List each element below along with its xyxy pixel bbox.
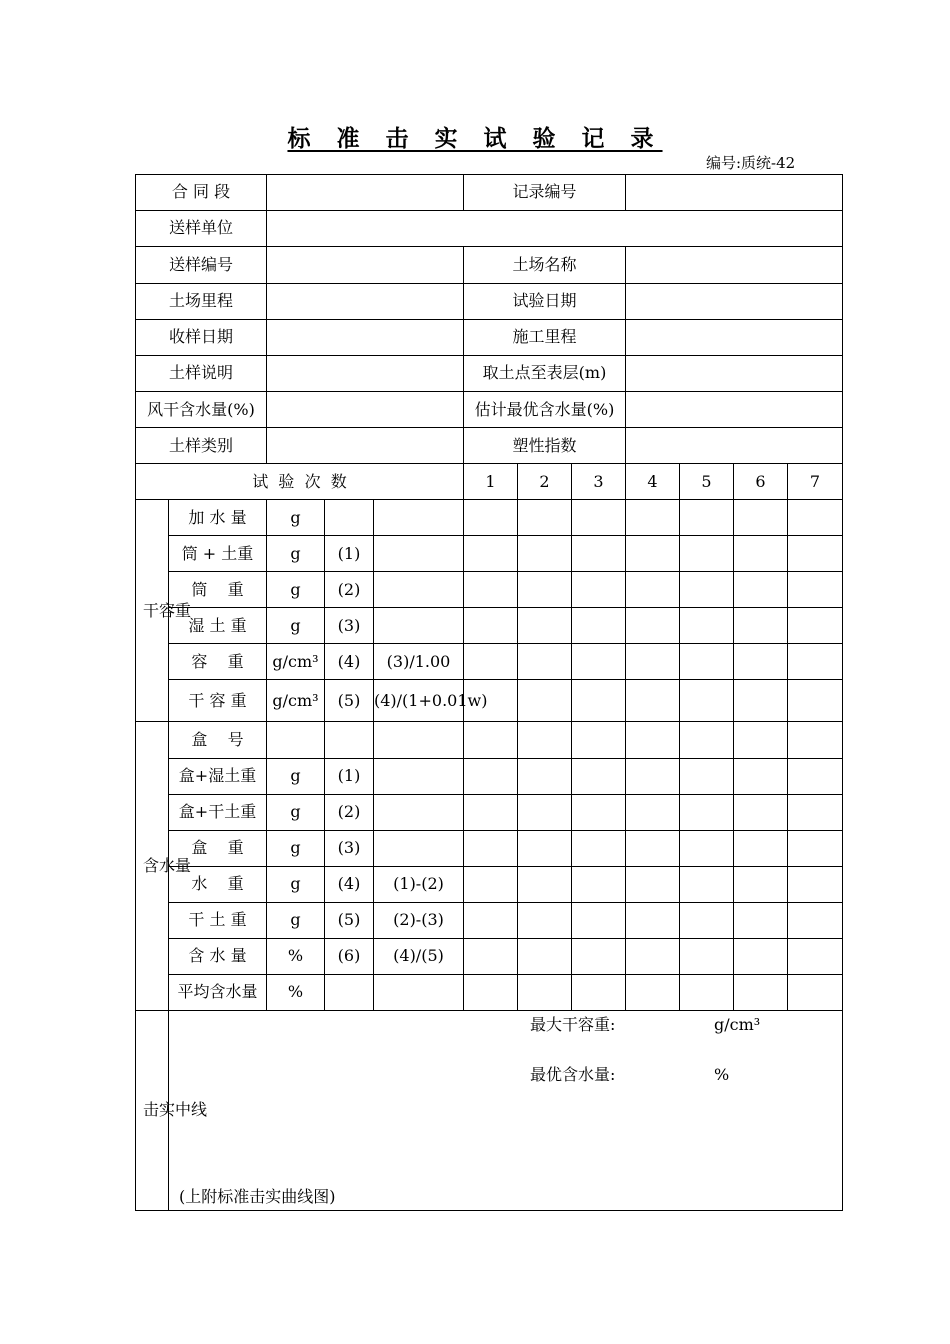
row-unit: g/cm³ [267,680,325,722]
data-cell[interactable] [518,758,572,794]
trial-number: 5 [680,464,734,500]
data-cell[interactable] [572,794,626,830]
field-sample-desc[interactable] [267,356,464,392]
data-cell[interactable] [572,572,626,608]
row-unit: g [267,866,325,902]
data-cell[interactable] [572,830,626,866]
label-plasticity-index: 塑性指数 [464,428,626,464]
data-cell[interactable] [680,722,734,758]
field-depth[interactable] [626,356,843,392]
data-cell[interactable] [788,938,843,974]
data-cell[interactable] [788,830,843,866]
data-cell[interactable] [518,608,572,644]
row-formula [374,830,464,866]
row-formula: (2)-(3) [374,902,464,938]
data-cell[interactable] [464,938,518,974]
data-cell[interactable] [734,938,788,974]
data-cell[interactable] [464,572,518,608]
data-cell[interactable] [788,794,843,830]
data-cell[interactable] [788,866,843,902]
data-cell[interactable] [734,866,788,902]
field-soil-type[interactable] [267,428,464,464]
field-test-date[interactable] [626,284,843,320]
data-cell[interactable] [572,608,626,644]
data-cell[interactable] [626,722,680,758]
group-compaction-curve-text: 击实中线 [143,1100,208,1120]
trial-number: 7 [788,464,843,500]
row-code: (3) [325,830,374,866]
row-name: 平均含水量 [169,974,267,1010]
data-cell[interactable] [464,974,518,1010]
data-cell[interactable] [680,758,734,794]
row-code: (3) [325,608,374,644]
group-dry-density [136,500,192,722]
data-cell[interactable] [464,500,518,536]
label-soil-type: 土样类别 [136,428,267,464]
data-cell[interactable] [734,974,788,1010]
row-unit: g [267,500,325,536]
data-cell[interactable] [626,644,680,680]
data-cell[interactable] [734,794,788,830]
form-title: 标 准 击 实 试 验 记 录 [287,125,663,152]
row-formula: (1)-(2) [374,866,464,902]
row-name: 干 容 重 [169,680,267,722]
label-contract-section: 合 同 段 [136,175,267,211]
row-code: (4) [325,866,374,902]
data-cell[interactable] [464,866,518,902]
field-air-dry-moisture[interactable] [267,392,464,428]
data-cell[interactable] [464,758,518,794]
data-cell[interactable] [626,608,680,644]
data-cell[interactable] [788,572,843,608]
data-cell[interactable] [788,536,843,572]
group-dry-density-text: 干容重 [143,600,192,620]
label-receive-date: 收样日期 [136,320,267,356]
data-cell[interactable] [464,722,518,758]
row-code: (2) [325,572,374,608]
data-cell[interactable] [518,974,572,1010]
field-plasticity-index[interactable] [626,428,843,464]
data-cell[interactable] [788,722,843,758]
data-cell[interactable] [572,902,626,938]
data-cell[interactable] [518,536,572,572]
data-cell[interactable] [626,572,680,608]
row-code [325,974,374,1010]
trial-number: 1 [464,464,518,500]
compaction-curve-area[interactable] [169,1010,843,1210]
data-cell[interactable] [626,830,680,866]
data-cell[interactable] [464,794,518,830]
field-receive-date[interactable] [267,320,464,356]
document-number: 编号:质统-42 [706,154,796,172]
data-cell[interactable] [680,608,734,644]
trial-number: 2 [518,464,572,500]
row-formula [374,758,464,794]
data-cell[interactable] [626,680,680,722]
data-cell[interactable] [518,830,572,866]
field-borrow-name[interactable] [626,247,843,284]
data-cell[interactable] [734,758,788,794]
data-cell[interactable] [518,794,572,830]
field-sample-no[interactable] [267,247,464,284]
data-cell[interactable] [626,902,680,938]
label-air-dry-moisture: 风干含水量(%) [136,392,267,428]
data-cell[interactable] [734,644,788,680]
data-cell[interactable] [572,500,626,536]
data-cell[interactable] [464,902,518,938]
data-cell[interactable] [788,500,843,536]
data-cell[interactable] [680,680,734,722]
optimum-moisture-label: 最优含水量: [530,1064,616,1084]
data-cell[interactable] [788,608,843,644]
row-code: (5) [325,680,374,722]
row-unit: g/cm³ [267,644,325,680]
row-formula [374,974,464,1010]
data-cell[interactable] [572,536,626,572]
row-code: (2) [325,794,374,830]
data-cell[interactable] [518,866,572,902]
data-cell[interactable] [572,866,626,902]
data-cell[interactable] [518,938,572,974]
data-cell[interactable] [626,794,680,830]
data-cell[interactable] [626,758,680,794]
row-code [325,722,374,758]
group-moisture-text: 含水量 [143,855,192,875]
row-name: 筒 + 土重 [169,536,267,572]
data-cell[interactable] [734,572,788,608]
label-borrow-name: 土场名称 [464,247,626,284]
row-name: 水 重 [169,866,267,902]
row-name: 筒 重 [169,572,267,608]
row-code: (1) [325,536,374,572]
field-construction-chainage[interactable] [626,320,843,356]
label-sample-desc: 土样说明 [136,356,267,392]
row-unit: % [267,938,325,974]
row-unit: g [267,536,325,572]
data-cell[interactable] [464,608,518,644]
data-cell[interactable] [626,536,680,572]
data-cell[interactable] [734,608,788,644]
data-cell[interactable] [572,680,626,722]
optimum-moisture-unit: % [714,1064,730,1084]
row-name: 干 土 重 [169,902,267,938]
data-cell[interactable] [680,536,734,572]
row-formula [374,500,464,536]
row-formula [374,794,464,830]
row-name: 加 水 量 [169,500,267,536]
compaction-record-table [135,174,843,1211]
data-cell[interactable] [680,794,734,830]
data-cell[interactable] [788,758,843,794]
row-unit: g [267,794,325,830]
data-cell[interactable] [626,938,680,974]
data-cell[interactable] [788,644,843,680]
label-borrow-chainage: 土场里程 [136,284,267,320]
data-cell[interactable] [464,644,518,680]
row-name: 含 水 量 [169,938,267,974]
data-cell[interactable] [518,572,572,608]
attachment-note: (上附标准击实曲线图) [179,1186,336,1206]
row-formula [374,572,464,608]
label-sample-unit: 送样单位 [136,211,267,247]
row-name: 湿 土 重 [169,608,267,644]
row-name: 盒+干土重 [169,794,267,830]
row-name: 容 重 [169,644,267,680]
data-cell[interactable] [680,866,734,902]
data-cell[interactable] [680,938,734,974]
data-cell[interactable] [788,680,843,722]
data-cell[interactable] [572,722,626,758]
row-formula [374,608,464,644]
data-cell[interactable] [464,536,518,572]
data-cell[interactable] [626,500,680,536]
data-cell[interactable] [572,758,626,794]
data-cell[interactable] [518,902,572,938]
max-dry-density-label: 最大干容重: [530,1014,616,1034]
row-unit: g [267,830,325,866]
field-sample-unit[interactable] [267,211,843,247]
data-cell[interactable] [788,974,843,1010]
label-trials: 试 验 次 数 [136,464,464,500]
group-moisture [136,722,192,1010]
trial-number: 3 [572,464,626,500]
field-contract-section[interactable] [267,175,464,211]
data-cell[interactable] [680,902,734,938]
data-cell[interactable] [734,722,788,758]
data-cell[interactable] [734,536,788,572]
data-cell[interactable] [518,644,572,680]
data-cell[interactable] [572,974,626,1010]
data-cell[interactable] [680,830,734,866]
row-unit [267,722,325,758]
data-cell[interactable] [680,500,734,536]
trial-number: 4 [626,464,680,500]
data-cell[interactable] [464,830,518,866]
data-cell[interactable] [680,572,734,608]
data-cell[interactable] [734,500,788,536]
data-cell[interactable] [518,722,572,758]
data-cell[interactable] [572,644,626,680]
row-unit: g [267,758,325,794]
label-construction-chainage: 施工里程 [464,320,626,356]
max-dry-density-unit: g/cm³ [714,1014,761,1034]
label-depth: 取土点至表层(m) [464,356,626,392]
row-code: (1) [325,758,374,794]
row-code: (5) [325,902,374,938]
label-test-date: 试验日期 [464,284,626,320]
data-cell[interactable] [734,830,788,866]
data-cell[interactable] [680,974,734,1010]
row-formula: (4)/(5) [374,938,464,974]
data-cell[interactable] [626,974,680,1010]
data-cell[interactable] [572,938,626,974]
row-unit: g [267,608,325,644]
row-unit: g [267,572,325,608]
row-name: 盒 重 [169,830,267,866]
label-record-no: 记录编号 [464,175,626,211]
row-code: (4) [325,644,374,680]
field-est-optimum-moisture[interactable] [626,392,843,428]
row-name: 盒 号 [169,722,267,758]
row-code [325,500,374,536]
data-cell[interactable] [518,680,572,722]
data-cell[interactable] [788,902,843,938]
data-cell[interactable] [734,680,788,722]
label-sample-no: 送样编号 [136,247,267,284]
row-formula [374,536,464,572]
row-formula [374,722,464,758]
row-name: 盒+湿土重 [169,758,267,794]
row-formula: (3)/1.00 [374,644,464,680]
data-cell[interactable] [734,902,788,938]
trial-number: 6 [734,464,788,500]
label-est-optimum-moisture: 估计最优含水量(%) [464,392,626,428]
data-cell[interactable] [518,500,572,536]
data-cell[interactable] [626,866,680,902]
field-borrow-chainage[interactable] [267,284,464,320]
row-unit: % [267,974,325,1010]
data-cell[interactable] [680,644,734,680]
row-unit: g [267,902,325,938]
row-formula: (4)/(1+0.01w) [374,680,464,722]
row-code: (6) [325,938,374,974]
field-record-no[interactable] [626,175,843,211]
group-compaction-curve [136,1010,208,1210]
